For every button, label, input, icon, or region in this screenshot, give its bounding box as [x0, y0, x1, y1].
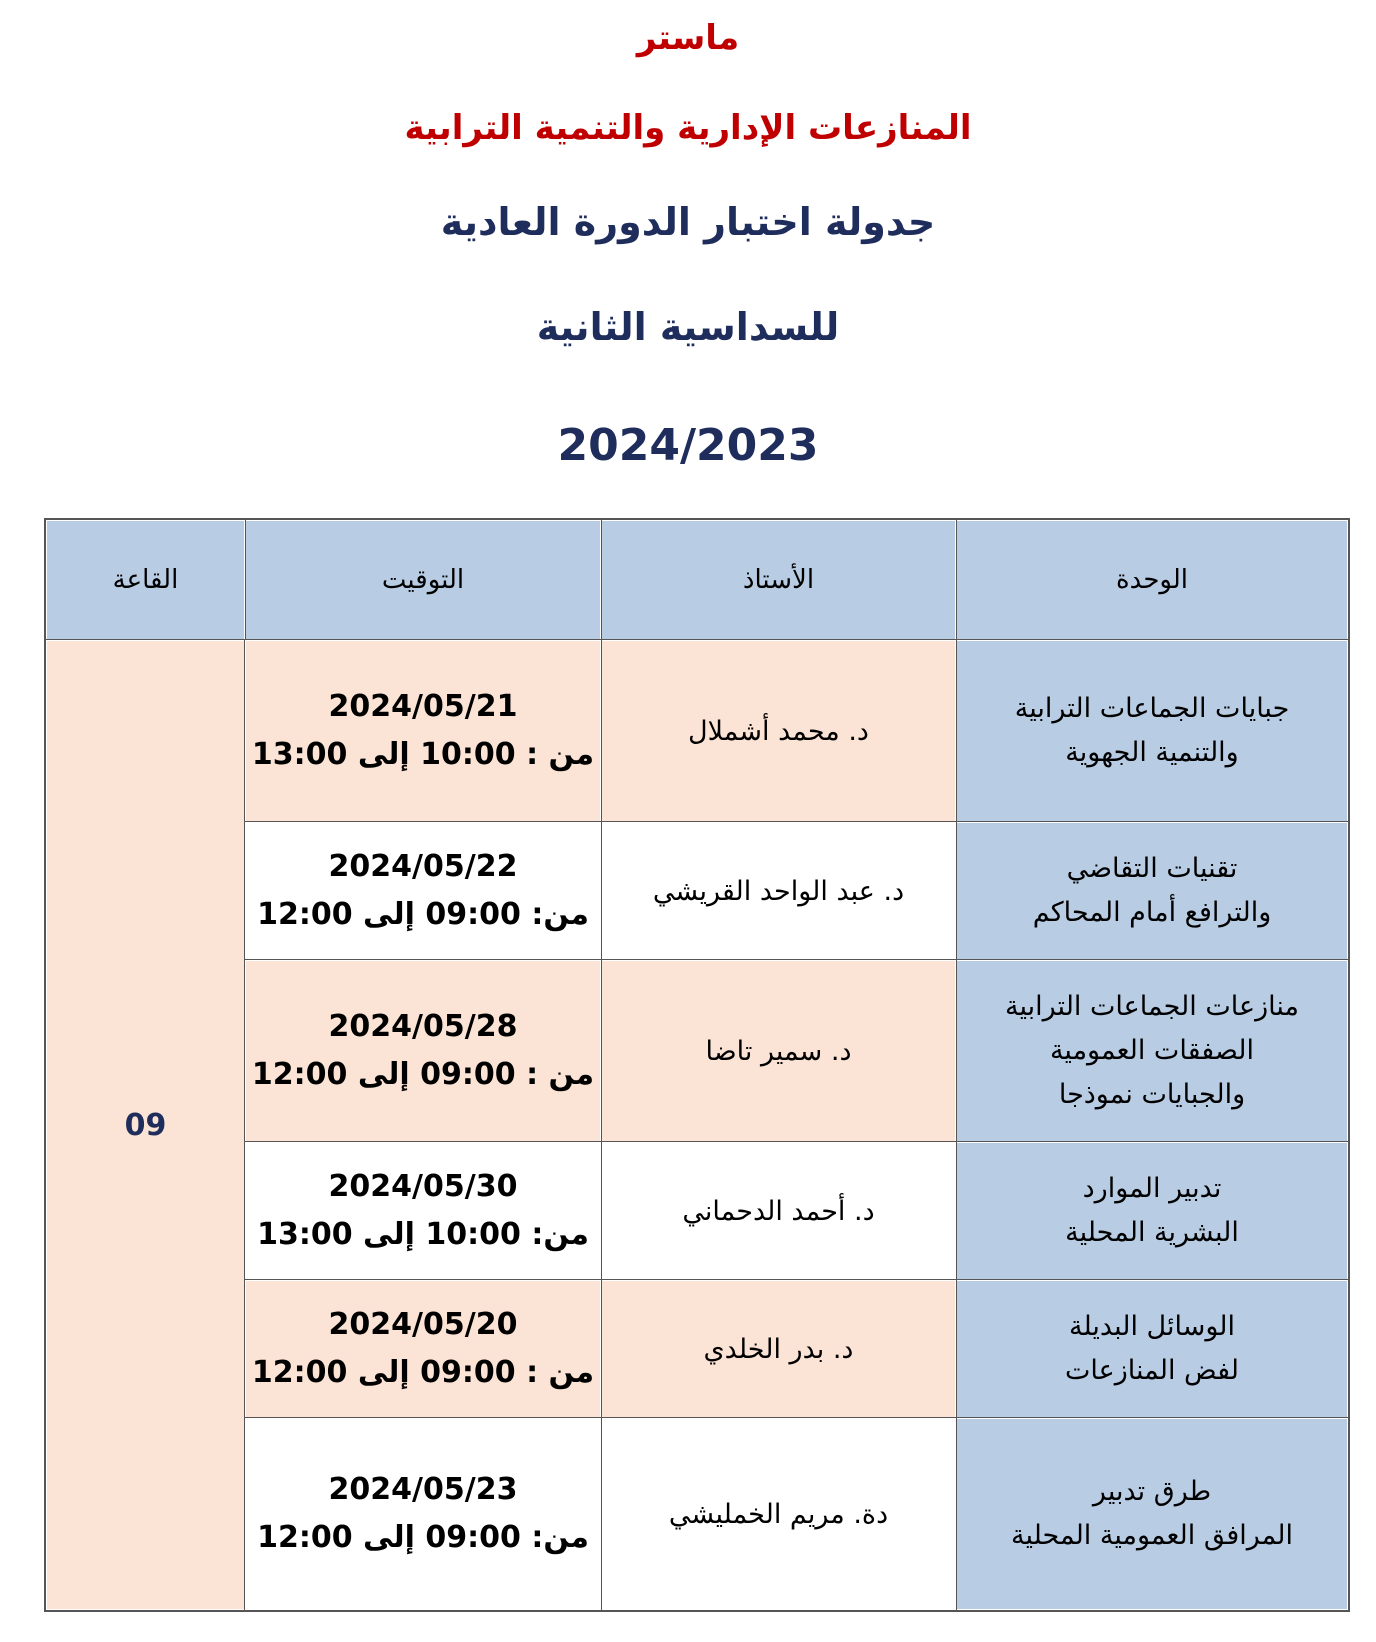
table-row-timing: 2024/05/23 من: 09:00 إلى 12:00	[245, 1418, 601, 1610]
table-row-unit: تقنيات التقاضي والترافع أمام المحاكم	[956, 822, 1348, 960]
column-header-unit: الوحدة	[956, 520, 1348, 640]
program-title: المنازعات الإدارية والتنمية الترابية	[404, 108, 972, 148]
program-type: ماستر	[636, 18, 740, 58]
schedule-title: جدولة اختبار الدورة العادية	[440, 200, 936, 244]
table-row-timing: 2024/05/22 من: 09:00 إلى 12:00	[245, 822, 601, 960]
semester-title: للسداسية الثانية	[536, 305, 840, 349]
table-row-professor: د. أحمد الدحماني	[601, 1142, 956, 1280]
table-row-timing: 2024/05/28 من : 09:00 إلى 12:00	[245, 960, 601, 1142]
column-header-timing: التوقيت	[245, 520, 601, 640]
table-row-professor: د. محمد أشملال	[601, 640, 956, 822]
column-header-professor: الأستاذ	[601, 520, 956, 640]
hall-cell: 09	[46, 640, 245, 1610]
table-row-professor: دة. مريم الخمليشي	[601, 1418, 956, 1610]
table-row-professor: د. عبد الواحد القريشي	[601, 822, 956, 960]
table-row-unit: منازعات الجماعات الترابية الصفقات العمومية والجبايات نموذجا	[956, 960, 1348, 1142]
table-row-unit: تدبير الموارد البشرية المحلية	[956, 1142, 1348, 1280]
table-row-professor: د. سمير تاضا	[601, 960, 956, 1142]
exam-schedule-table	[44, 518, 1350, 1612]
table-row-professor: د. بدر الخلدي	[601, 1280, 956, 1418]
column-header-hall: القاعة	[46, 520, 245, 640]
table-row-timing: 2024/05/30 من: 10:00 إلى 13:00	[245, 1142, 601, 1280]
table-row-unit: طرق تدبير المرافق العمومية المحلية	[956, 1418, 1348, 1610]
academic-year: 2024/2023	[557, 420, 819, 471]
table-row-unit: جبايات الجماعات الترابية والتنمية الجهوية	[956, 640, 1348, 822]
table-row-timing: 2024/05/21 من : 10:00 إلى 13:00	[245, 640, 601, 822]
table-row-unit: الوسائل البديلة لفض المنازعات	[956, 1280, 1348, 1418]
table-row-timing: 2024/05/20 من : 09:00 إلى 12:00	[245, 1280, 601, 1418]
